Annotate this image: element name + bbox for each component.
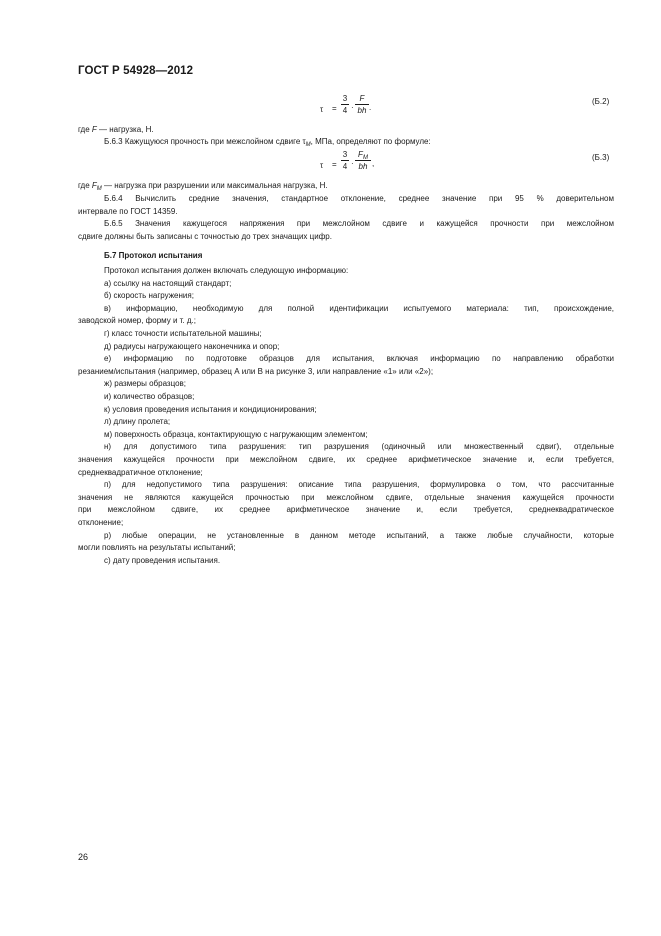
- force-fraction: F bh: [355, 94, 369, 115]
- clause-b65-line1: Б.6.5 Значения кажущегося напряжения при межслойном сдвиге и кажущейся прочности при межслойном: [104, 219, 614, 228]
- coefficient-fraction: 3 4: [342, 150, 348, 171]
- force-fraction: $F_M$ bh: [355, 150, 371, 171]
- list-item-a: а) ссылку на настоящий стандарт;: [104, 279, 232, 288]
- clause-b65-line2: сдвиге должны быть записаны с точностью до трех значащих цифр.: [78, 232, 332, 241]
- list-item-g: г) класс точности испытательной машины;: [104, 329, 262, 338]
- list-item-p-line2: значения не являются кажущейся прочностью при межслойном сдвиге, отдельные значения кажущейся прочности: [78, 493, 614, 502]
- list-item-r-line1: р) любые операции, не установленные в данном методе испытаний, а также любые случайности, которые: [104, 531, 614, 540]
- list-item-p-line4: отклонение;: [78, 518, 124, 527]
- where-f-text: где F — нагрузка, Н.: [78, 125, 154, 134]
- tau-symbol: τ: [320, 161, 324, 170]
- list-item-v-line1: в) информацию, необходимую для полной идентификации испытуемого материала: тип, происхождение,: [104, 304, 614, 313]
- list-item-l: л) длину пролета;: [104, 417, 171, 426]
- formula-b3-number: (Б.3): [592, 153, 610, 162]
- list-item-n-line2: значения кажущейся прочности при межслойном сдвиге, их среднее арифметическое значение и, если требуется,: [78, 455, 614, 464]
- clause-b64-line2: интервале по ГОСТ 14359.: [78, 207, 178, 216]
- formula-b2: τ = 3 4 · F bh .: [320, 94, 372, 115]
- list-item-s: с) дату проведения испытания.: [104, 556, 221, 565]
- formula-b2-number: (Б.2): [592, 97, 610, 106]
- list-item-n-line1: н) для допустимого типа разрушения: тип разрушения (одиночный или множественный сдвиг), отдельные: [104, 442, 614, 451]
- formula-b3: τ = 3 4 · $F_M$ bh ,: [320, 150, 375, 171]
- list-item-m: м) поверхность образца, контактирующую с нагружающим элементом;: [104, 430, 368, 439]
- list-item-v-line2: заводской номер, форму и т. д.;: [78, 316, 196, 325]
- coefficient-fraction: 3 4: [342, 94, 348, 115]
- list-item-i: и) количество образцов;: [104, 392, 195, 401]
- list-item-b: б) скорость нагружения;: [104, 291, 194, 300]
- list-item-p-line1: п) для недопустимого типа разрушения: описание типа разрушения, формулировка о том, что рассчитанные: [104, 480, 614, 489]
- equals-sign: =: [332, 160, 337, 169]
- clause-b64-line1: Б.6.4 Вычислить средние значения, стандартное отклонение, среднее значение при 95 % доверительном: [104, 194, 614, 203]
- section-b7-intro: Протокол испытания должен включать следующую информацию:: [104, 266, 349, 275]
- list-item-p-line3: при межслойном сдвиге, их среднее арифметическое значение и, если требуется, среднеквадратическое: [78, 505, 614, 514]
- list-item-r-line2: могли повлиять на результаты испытаний;: [78, 543, 236, 552]
- page-number: 26: [78, 852, 89, 862]
- list-item-n-line3: среднеквадратичное отклонение;: [78, 468, 203, 477]
- list-item-k: к) условия проведения испытания и кондиционирования;: [104, 405, 317, 414]
- list-item-e-line2: резанием/испытания (например, образец А или В на рисунке 3, или направление «1» или «2»);: [78, 367, 434, 376]
- tau-symbol: τ: [320, 105, 324, 114]
- section-b7-heading: Б.7 Протокол испытания: [104, 251, 203, 260]
- list-item-d: д) радиусы нагружающего наконечника и опор;: [104, 342, 280, 351]
- standard-header: ГОСТ Р 54928—2012: [78, 65, 194, 77]
- clause-b63: Б.6.3 Кажущуюся прочность при межслойном сдвиге $\tau_M$, МПа, определяют по формуле:: [104, 137, 431, 148]
- where-fm-text: где $F_M$ — нагрузка при разрушении или максимальная нагрузка, Н.: [78, 181, 328, 192]
- list-item-e-line1: е) информацию по подготовке образцов для испытания, включая информацию по направлению обработки: [104, 354, 614, 363]
- list-item-zh: ж) размеры образцов;: [104, 379, 187, 388]
- equals-sign: =: [332, 104, 337, 113]
